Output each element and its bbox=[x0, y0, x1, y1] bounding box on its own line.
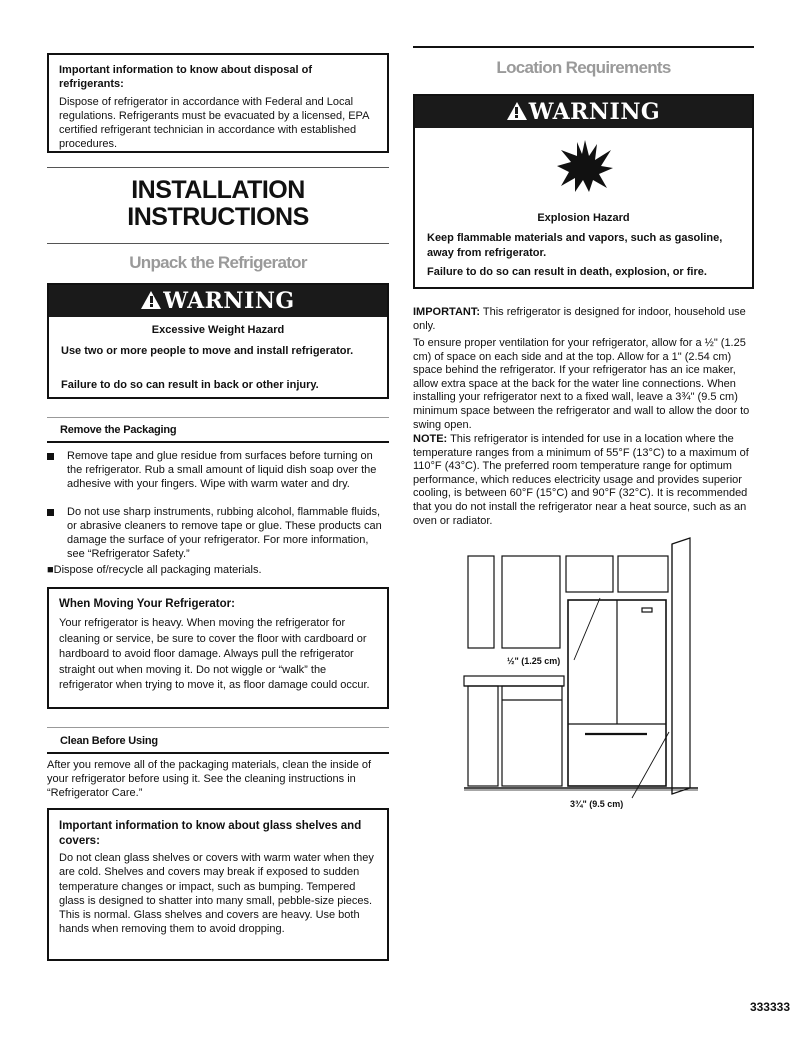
cabinet bbox=[502, 686, 562, 786]
moving-notice bbox=[47, 587, 389, 709]
warning-label: WARNING bbox=[528, 99, 661, 125]
disposal-text: Dispose of refrigerator in accordance with Federal and Local regulations. Refrigerants must be evacuated by a licensed, EPA certified refrigerant technician in accordance with established procedures. bbox=[59, 96, 369, 150]
weight-hazard-consequence: Failure to do so can result in back or other injury. bbox=[61, 379, 319, 391]
divider bbox=[47, 167, 389, 168]
divider bbox=[47, 752, 389, 754]
refrigerator-clearance-diagram bbox=[462, 536, 702, 816]
cabinet bbox=[502, 556, 560, 648]
warning-banner bbox=[49, 285, 387, 317]
divider bbox=[413, 46, 754, 48]
explosion-hazard-instruction: Keep flammable materials and vapors, such as gasoline, away from refrigerator. bbox=[427, 232, 723, 259]
clean-before-using-heading: Clean Before Using bbox=[60, 735, 158, 747]
warning-banner bbox=[415, 96, 752, 128]
explosion-hazard-title: Explosion Hazard bbox=[537, 212, 630, 224]
bullet-text: Remove tape and glue residue from surfaces before turning on the refrigerator. Rub a small amount of liquid dish soap over the adhesive with your fingers. Wipe with warm water and dry. bbox=[67, 450, 377, 490]
instructions-title: INSTRUCTIONS bbox=[127, 203, 309, 231]
warning-triangle-icon bbox=[141, 291, 161, 309]
three-quarter-clearance-label: 3¾" (9.5 cm) bbox=[570, 799, 624, 809]
bullet-square-icon bbox=[47, 453, 54, 460]
clean-text: After you remove all of the packaging materials, clean the inside of your refrigerator before using it. See the cleaning instructions in “Refrigerator Care.” bbox=[47, 759, 372, 799]
half-inch-clearance-label: ½" (1.25 cm) bbox=[507, 656, 561, 666]
weight-warning-box bbox=[47, 283, 389, 399]
moving-heading: When Moving Your Refrigerator: bbox=[59, 598, 235, 610]
list-item bbox=[47, 449, 389, 505]
weight-hazard-title: Excessive Weight Hazard bbox=[151, 324, 285, 336]
remove-packaging-heading: Remove the Packaging bbox=[60, 424, 177, 436]
glass-notice bbox=[47, 808, 389, 961]
important-label: IMPORTANT: bbox=[413, 306, 481, 318]
explosion-warning-box bbox=[413, 94, 754, 289]
weight-hazard-instruction: Use two or more people to move and install refrigerator. bbox=[61, 345, 354, 357]
bullet-text: Do not use sharp instruments, rubbing alcohol, flammable fluids, or abrasive cleaners to remove tape or glue. These products can damage the surface of your refrigerator. For more information, see “Refrigerator Safety.” bbox=[67, 506, 382, 560]
installation-title: INSTALLATION bbox=[131, 176, 305, 204]
cabinet bbox=[618, 556, 668, 592]
location-section-title: Location Requirements bbox=[496, 58, 671, 77]
unpack-section-title: Unpack the Refrigerator bbox=[129, 253, 307, 272]
ventilation-paragraph: To ensure proper ventilation for your refrigerator, allow for a ½" (1.25 cm) of space on each side and at the top. Allow for a 1" (2.54 cm) space behind the refrigerator. If your refrigerator has an ice maker, allow extra space at the back for the water line connections. When installing your refrigerator next to a fixed wall, leave a 3¾" (9.5 cm) minimum space between the refrigerator and wall to allow the door to swing open. bbox=[413, 337, 750, 431]
divider bbox=[47, 417, 389, 418]
glass-text: Do not clean glass shelves or covers with warm water when they are cold. Shelves and covers may break if exposed to sudden temperature changes or impact, such as bumping. Tempered glass is designed to shatter into many small, pebble-size pieces. This is normal. Glass shelves and covers are heavy. Use both hands when removing them to avoid dropping. bbox=[59, 852, 374, 936]
cabinet bbox=[566, 556, 613, 592]
warning-triangle-icon bbox=[507, 102, 527, 120]
important-paragraph bbox=[413, 305, 754, 333]
warning-label: WARNING bbox=[163, 288, 295, 314]
countertop bbox=[464, 676, 564, 686]
bullet-square-icon bbox=[47, 509, 54, 516]
divider bbox=[47, 243, 389, 244]
note-label: NOTE: bbox=[413, 433, 448, 445]
dispose-packaging-text: ■Dispose of/recycle all packaging materials. bbox=[47, 564, 262, 576]
divider bbox=[47, 727, 389, 728]
disposal-heading: Important information to know about disposal of refrigerants: bbox=[59, 64, 312, 90]
list-item bbox=[47, 505, 389, 561]
explosion-hazard-consequence: Failure to do so can result in death, explosion, or fire. bbox=[427, 266, 707, 278]
page-number: 333333 bbox=[749, 1000, 790, 1014]
explosion-icon bbox=[555, 138, 615, 194]
note-text: This refrigerator is intended for use in a location where the temperature ranges from a minimum of 55°F (13°C) to a maximum of 110°F (43°C). The preferred room temperature range for optimum performance, which reduces electricity usage and provides superior cooling, is between 60°F (15°C) and 90°F (32°C). It is recommended that you do not install the refrigerator near a heat source, such as an oven or radiator. bbox=[413, 433, 749, 527]
important-text: This refrigerator is designed for indoor, household use only. bbox=[413, 306, 746, 332]
cabinet bbox=[468, 556, 494, 648]
side-wall bbox=[672, 538, 690, 794]
moving-text: Your refrigerator is heavy. When moving the refrigerator for cleaning or service, be sure to cover the floor with cardboard or hardboard to avoid floor damage. Always pull the refrigerator straight out when moving it. Do not wiggle or “walk” the refrigerator when trying to move it, as floor damage could occur. bbox=[59, 617, 370, 691]
glass-heading: Important information to know about glass shelves and covers: bbox=[59, 820, 362, 847]
note-paragraph bbox=[413, 433, 754, 528]
cabinet bbox=[468, 686, 498, 786]
disposal-notice bbox=[47, 53, 389, 153]
divider bbox=[47, 441, 389, 443]
